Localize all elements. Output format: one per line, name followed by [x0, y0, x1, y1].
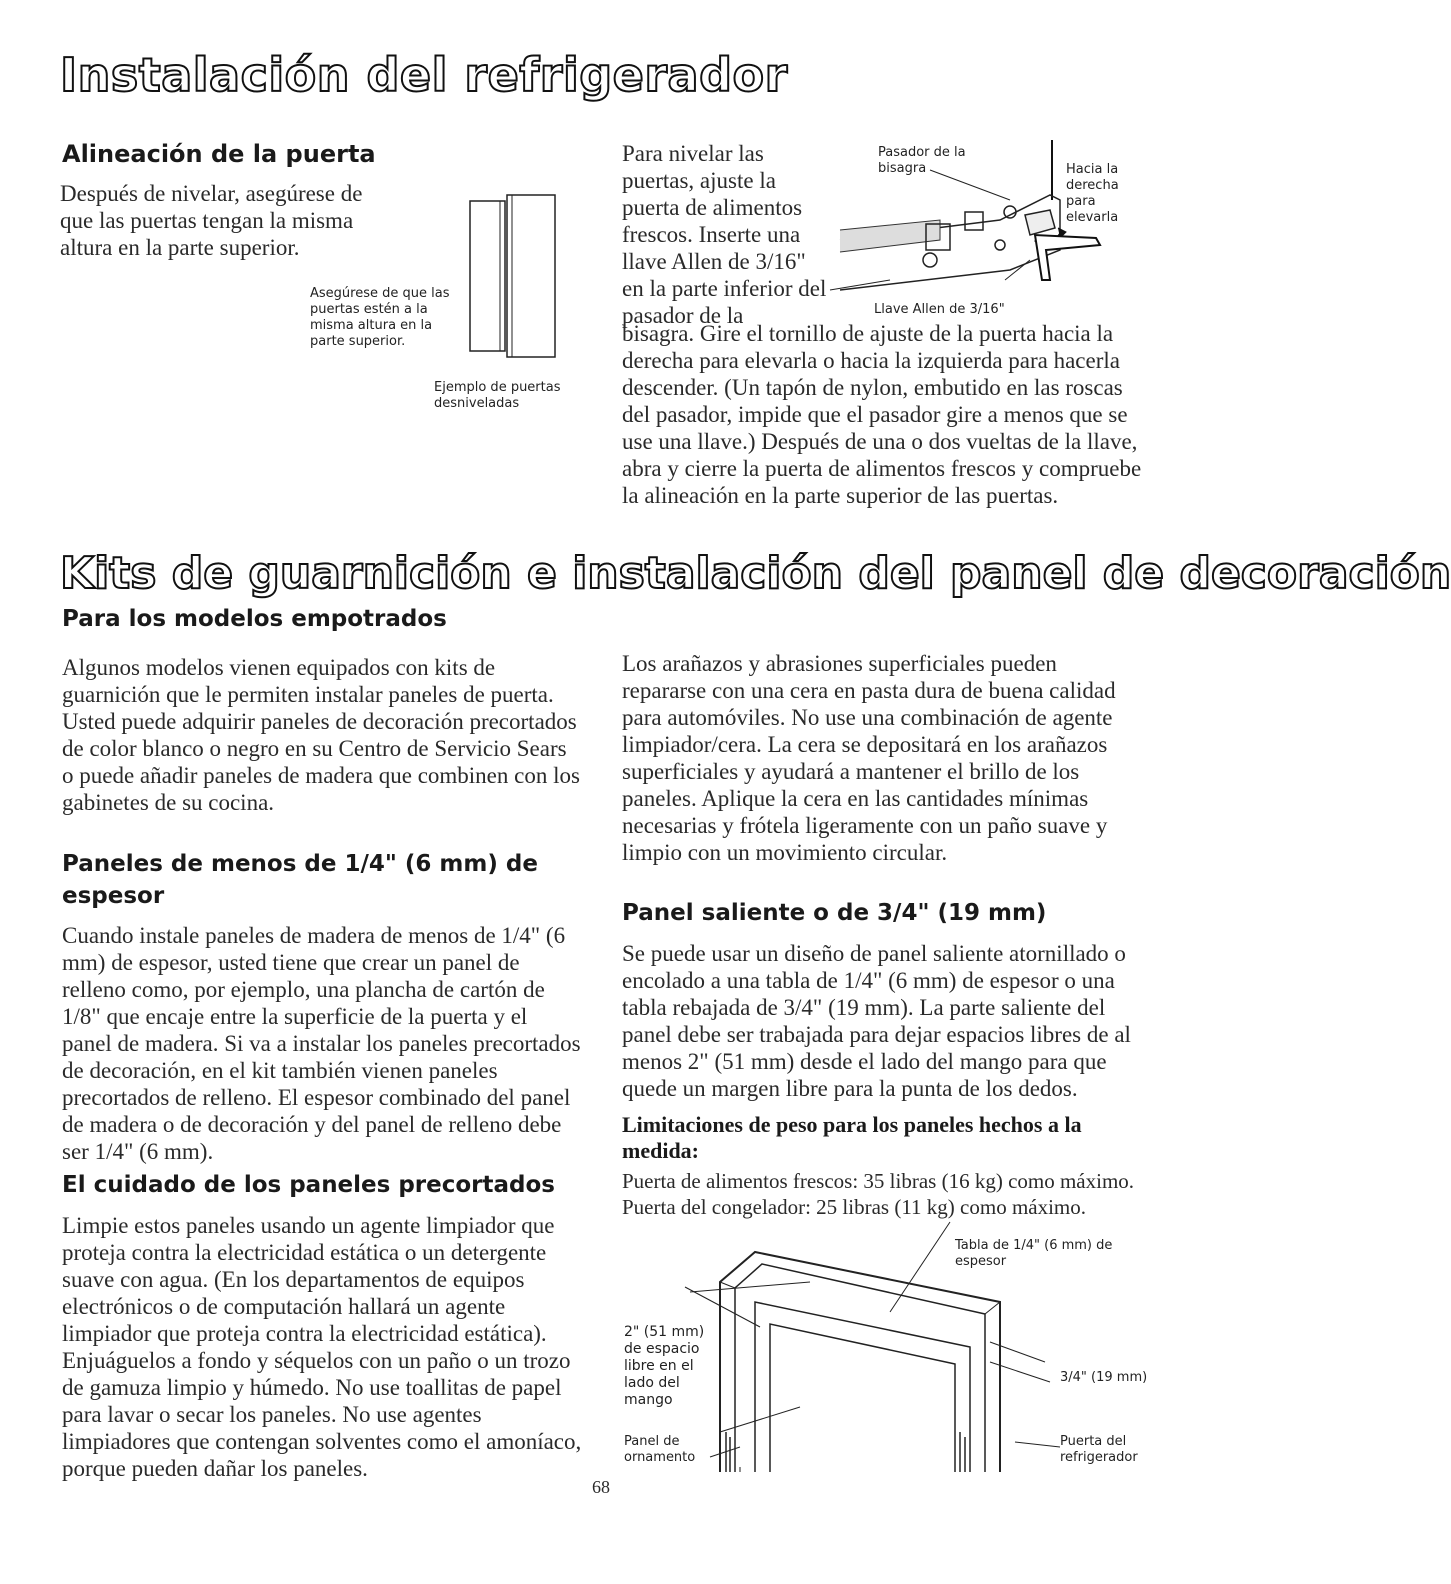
depth-label: 3/4" (19 mm)	[1060, 1370, 1148, 1385]
section2-title: Kits de guarnición e instalación del panel de decoración	[60, 548, 1451, 599]
fig-caption: Ejemplo de puertas desniveladas	[434, 380, 561, 411]
care-heading: El cuidado de los paneles precortados	[62, 1172, 555, 1198]
weight-line-2: Puerta del congelador: 25 libras (11 kg) como máximo.	[622, 1195, 1087, 1219]
door-alignment-intro: Después de nivelar, asegúrese de que las puertas tengan la misma altura en la parte superior.	[60, 181, 363, 260]
leveling-para-rest: bisagra. Gire el tornillo de ajuste de la puerta hacia la derecha para elevarla o hacia la izquierda para hacerla descender. (Un tapón de nylon, embutido en las roscas del pasador, impide que el pasador gire a menos que se use una llave.) Después de una o dos vueltas de la llave, abra y cierre la puerta de alimentos frescos y compruebe la alineación en la parte superior de las puertas.	[622, 321, 1142, 508]
care-body: Limpie estos paneles usando un agente limpiador que proteja contra la electricidad estática o un detergente suave con agua. (En los departamentos de equipos electrónicos o de computación hallará un agente limpiador que proteja contra la electricidad estática). Enjuáguelos a fondo y séquelos con un paño o un trozo de gamuza limpio y húmedo. No use toallitas de papel para lavar o secar los paneles. No use agentes limpiadores que contengan solventes como el amoníaco, porque pueden dañar los paneles.	[62, 1213, 582, 1481]
page-number: 68	[592, 1477, 610, 1497]
hinge-wrench-label: Llave Allen de 3/16"	[874, 302, 1005, 317]
hinge-right-label: Hacia la derecha para elevarla	[1066, 162, 1119, 225]
raised-panel-heading: Panel saliente o de 3/4" (19 mm)	[622, 900, 1047, 926]
leveling-para-wrap: Para nivelar las puertas, ajuste la puerta de alimentos frescos. Inserte una llave Allen de 3/16" en la parte inferior del pasador de la	[622, 141, 827, 328]
hinge-pin-label: Pasador de la bisagra	[878, 145, 966, 176]
kits-intro: Algunos modelos vienen equipados con kits de guarnición que le permiten instalar paneles de puerta. Usted puede adquirir paneles de decoración precortados de color blanco o negro en su Centro de Servicio Sears o puede añadir paneles de madera que combinen con los gabinetes de su cocina.	[62, 655, 580, 815]
section1-subtitle: Alineación de la puerta	[62, 140, 376, 168]
raised-panel-body: Se puede usar un diseño de panel saliente atornillado o encolado a una tabla de 1/4" (6 mm) de espesor o una tabla rebajada de 3/4" (19 mm). La parte saliente del panel debe ser trabajada para dejar espacios libres de al menos 2" (51 mm) desde el lado del mango para que quede un margen libre para la punta de los dedos.	[622, 941, 1131, 1101]
board-label: Tabla de 1/4" (6 mm) de espesor	[955, 1238, 1113, 1269]
door-label: Puerta del refrigerador	[1060, 1434, 1138, 1465]
section1-title: Instalación del refrigerador	[60, 48, 788, 102]
uneven-doors-figure	[460, 195, 560, 355]
ornament-label: Panel de ornamento	[624, 1434, 696, 1465]
weight-heading: Limitaciones de peso para los paneles hechos a la medida:	[622, 1112, 1082, 1163]
thin-panels-heading: Paneles de menos de 1/4" (6 mm) de espesor	[62, 851, 538, 909]
section2-subtitle: Para los modelos empotrados	[62, 606, 447, 632]
thin-panels-body: Cuando instale paneles de madera de menos de 1/4" (6 mm) de espesor, usted tiene que crear un panel de relleno como, por ejemplo, una plancha de cartón de 1/8" que encaje entre la superficie de la puerta y el panel de madera. Si va a instalar los paneles precortados de decoración, en el kit también vienen paneles precortados de relleno. El espesor combinado del panel de madera o de decoración y del panel de relleno debe ser 1/4" (6 mm).	[62, 923, 581, 1164]
weight-line-1: Puerta de alimentos frescos: 35 libras (16 kg) como máximo.	[622, 1169, 1135, 1193]
clearance-label: 2" (51 mm) de espacio libre en el lado del mango	[624, 1324, 705, 1408]
fig-note: Asegúrese de que las puertas estén a la misma altura en la parte superior.	[310, 286, 450, 349]
scratch-body: Los arañazos y abrasiones superficiales pueden repararse con una cera en pasta dura de buena calidad para automóviles. No use una combinación de agente limpiador/cera. La cera se depositará en los arañazos superficiales y ayudará a mantener el brillo de los paneles. Aplique la cera en las cantidades mínimas necesarias y frótela ligeramente con un paño suave y limpio con un movimiento circular.	[622, 651, 1116, 865]
